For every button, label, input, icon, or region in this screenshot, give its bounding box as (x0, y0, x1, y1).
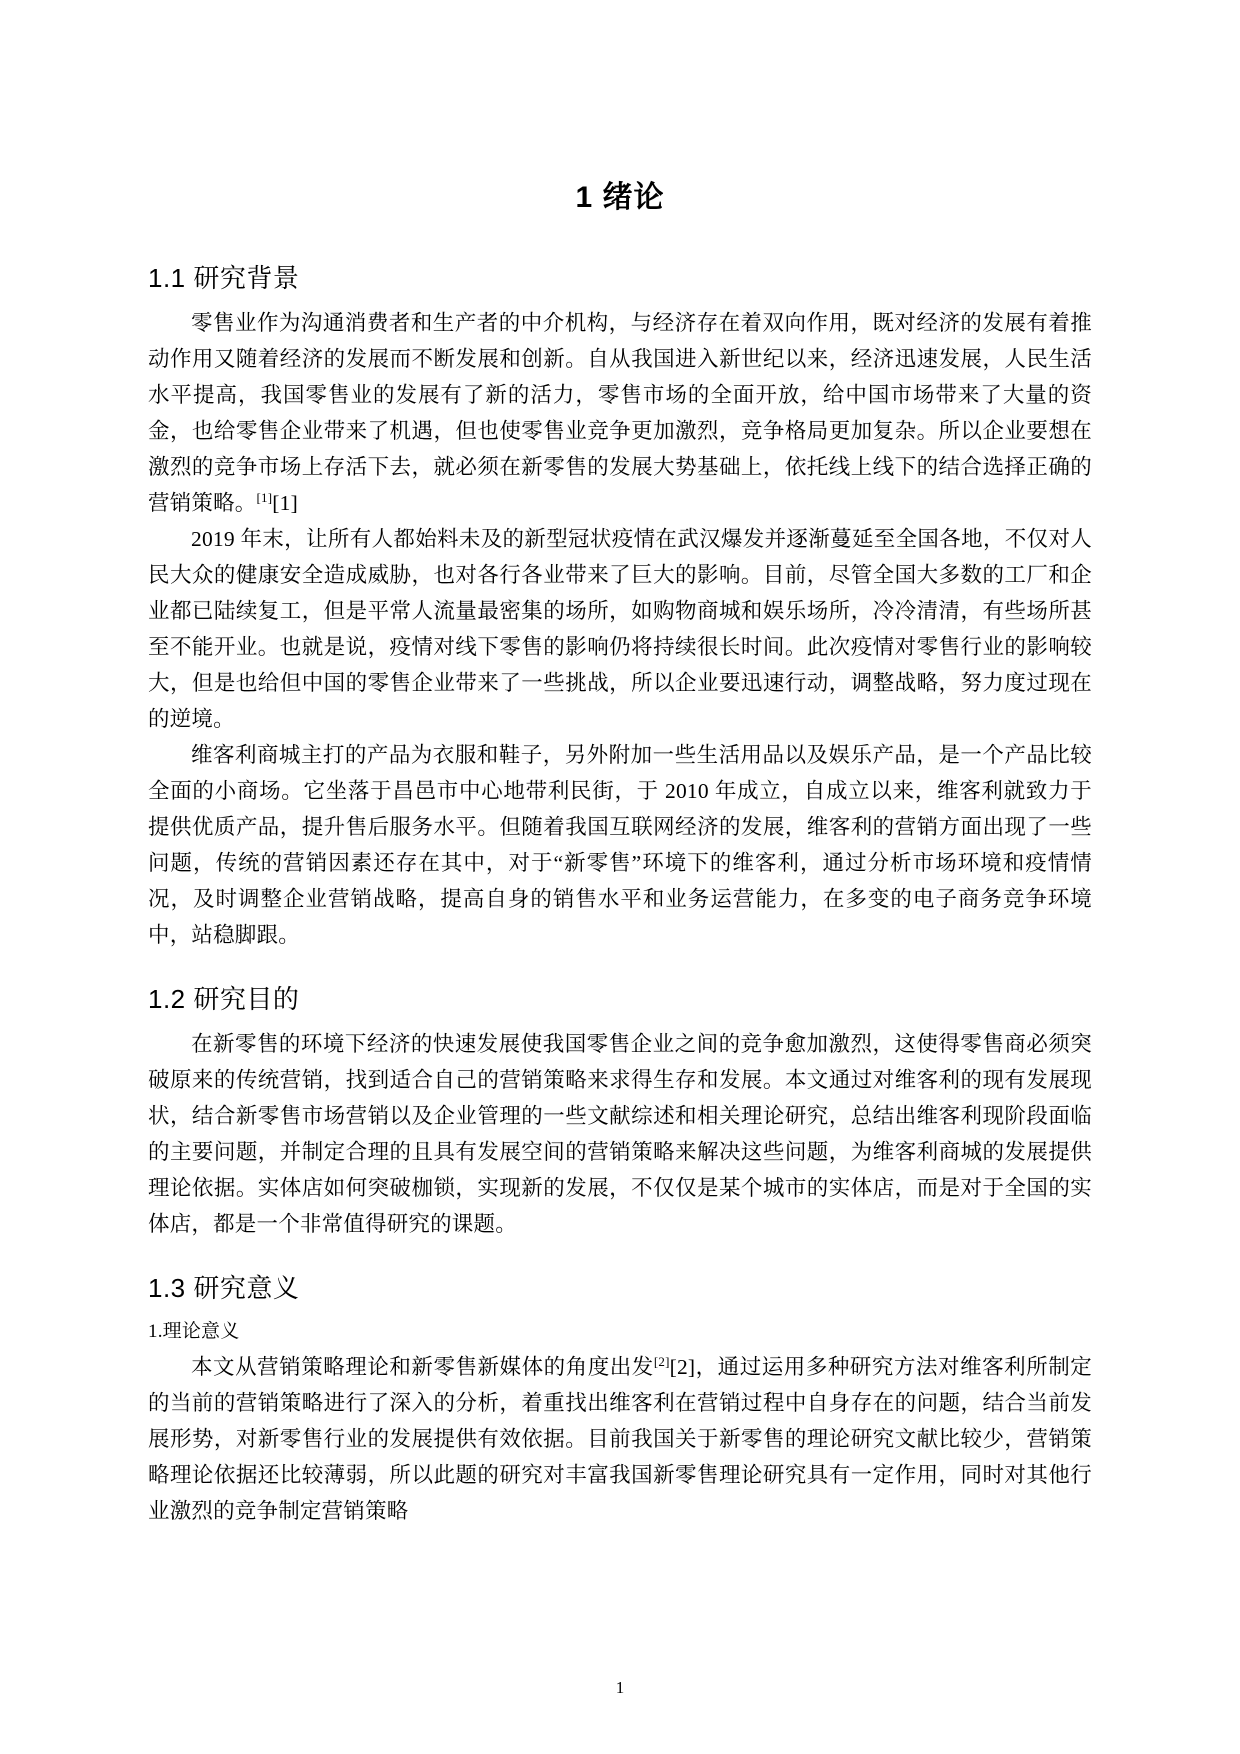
citation-suffix: [1] (272, 491, 298, 515)
paragraph-1-1-3: 维客利商城主打的产品为衣服和鞋子，另外附加一些生活用品以及娱乐产品，是一个产品比较全面的小商场。它坐落于昌邑市中心地带利民街，于 2010 年成立，自成立以来，维客利就致力于提供优质产品，提升售后服务水平。但随着我国互联网经济的发展，维客利的营销方面出现了一些问题，传统的营销因素还存在其中，对于“新零售”环境下的维客利，通过分析市场环境和疫情情况，及时调整企业营销战略，提高自身的销售水平和业务运营能力，在多变的电子商务竞争环境中，站稳脚跟。 (148, 743, 1092, 947)
heading-1-2: 1.2 研究目的 (148, 984, 300, 1014)
heading-1-3: 1.3 研究意义 (148, 1273, 300, 1303)
paragraph-text-before: 本文从营销策略理论和新零售新媒体的角度出发 (191, 1355, 654, 1379)
citation-marker: [1] (256, 489, 273, 505)
paragraph-1-1-2: 2019 年末，让所有人都始料未及的新型冠状疫情在武汉爆发并逐渐蔓延至全国各地，不仅对人民大众的健康安全造成威胁，也对各行各业带来了巨大的影响。目前，尽管全国大多数的工厂和企业都已陆续复工，但是平常人流量最密集的场所，如购物商城和娱乐场所，冷冷清清，有些场所甚至不能开业。也就是说，疫情对线下零售的影响仍将持续很长时间。此次疫情对零售行业的影响较大，但是也给但中国的零售企业带来了一些挑战，所以企业要迅速行动，调整战略，努力度过现在的逆境。 (148, 527, 1092, 731)
heading-1-1: 1.1 研究背景 (148, 263, 300, 293)
page-number: 1 (615, 1678, 625, 1697)
paragraph-text: 零售业作为沟通消费者和生产者的中介机构，与经济存在着双向作用，既对经济的发展有着推动作用又随着经济的发展而不断发展和创新。自从我国进入新世纪以来，经济迅速发展，人民生活水平提高，我国零售业的发展有了新的活力，零售市场的全面开放，给中国市场带来了大量的资金，也给零售企业带来了机遇，但也使零售业竞争更加激烈，竞争格局更加复杂。所以企业要想在激烈的竞争市场上存活下去，就必须在新零售的发展大势基础上，依托线上线下的结合选择正确的营销策略。 (148, 311, 1092, 515)
paragraph-1-2-1: 在新零售的环境下经济的快速发展使我国零售企业之间的竞争愈加激烈，这使得零售商必须突破原来的传统营销，找到适合自己的营销策略来求得生存和发展。本文通过对维客利的现有发展现状，结合新零售市场营销以及企业管理的一些文献综述和相关理论研究，总结出维客利现阶段面临的主要问题，并制定合理的且具有发展空间的营销策略来解决这些问题，为维客利商城的发展提供理论依据。实体店如何突破枷锁，实现新的发展，不仅仅是某个城市的实体店，而是对于全国的实体店，都是一个非常值得研究的课题。 (148, 1032, 1092, 1236)
subheading-theoretical-significance: 1.理论意义 (148, 1321, 240, 1342)
page-title: 1 绪论 (575, 181, 665, 214)
paragraph-1-3-1 (148, 1349, 1092, 1529)
citation-marker: [2] (653, 1353, 670, 1369)
paragraph-text-after: [2]，通过运用多种研究方法对维客利所制定的当前的营销策略进行了深入的分析，着重找出维客利在营销过程中自身存在的问题，结合当前发展形势，对新零售行业的发展提供有效依据。目前我国关于新零售的理论研究文献比较少，营销策略理论依据还比较薄弱，所以此题的研究对丰富我国新零售理论研究具有一定作用，同时对其他行业激烈的竞争制定营销策略 (148, 1355, 1092, 1523)
paragraph-1-1-1 (148, 305, 1092, 521)
